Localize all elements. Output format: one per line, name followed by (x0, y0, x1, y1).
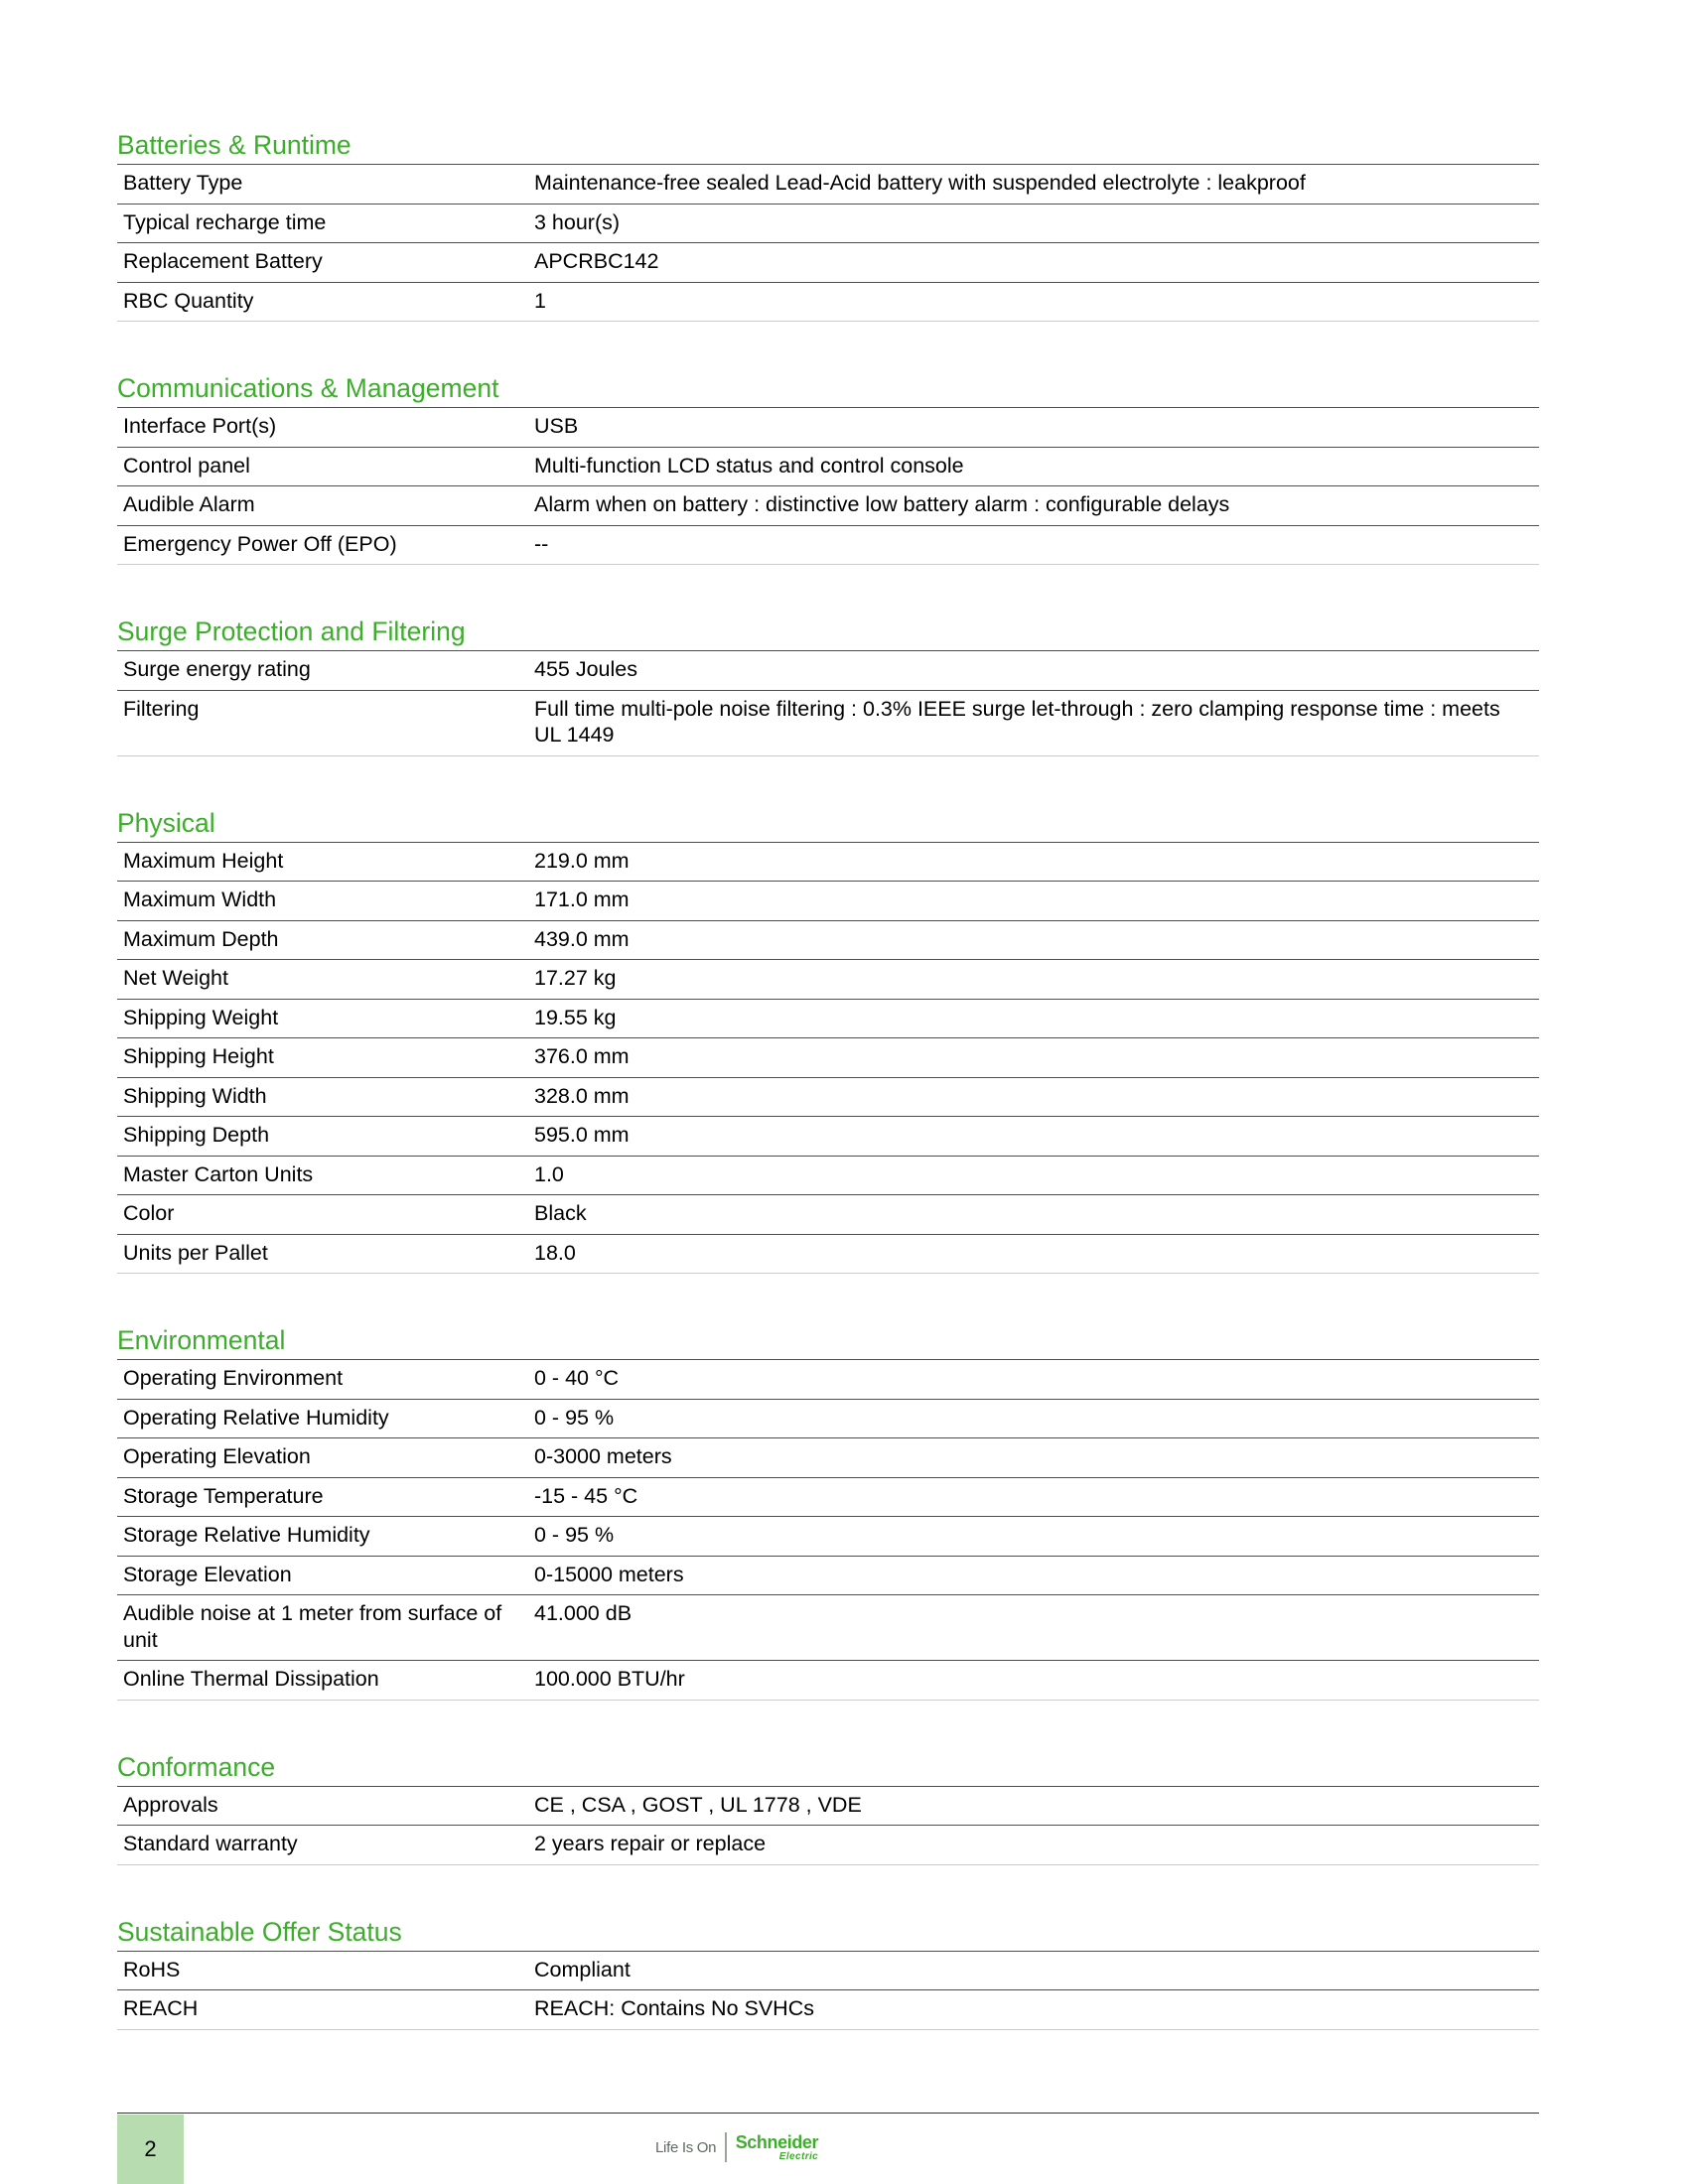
spec-row (117, 1517, 1539, 1557)
spec-value: 1 (534, 288, 546, 313)
spec-section (117, 1324, 1539, 1701)
spec-value: 3 hour(s) (534, 209, 621, 234)
spec-row (117, 165, 1539, 205)
spec-label: Operating Elevation (123, 1444, 311, 1468)
spec-label: Standard warranty (123, 1832, 298, 1855)
spec-row (117, 448, 1539, 487)
spec-value: 0-15000 meters (534, 1562, 684, 1586)
spec-value: APCRBC142 (534, 249, 659, 273)
spec-label: Online Thermal Dissipation (123, 1667, 379, 1691)
spec-value: 0 - 40 °C (534, 1366, 620, 1390)
spec-label: Audible noise at 1 meter from surface of unit (123, 1601, 502, 1652)
spec-label: Units per Pallet (123, 1240, 268, 1265)
spec-value: Compliant (534, 1957, 631, 1981)
spec-row (117, 1990, 1539, 2030)
spec-value: 328.0 mm (534, 1083, 630, 1108)
spec-value: 439.0 mm (534, 926, 630, 951)
spec-value: -15 - 45 °C (534, 1483, 638, 1508)
spec-label: Maximum Height (123, 848, 284, 873)
spec-label: Replacement Battery (123, 249, 323, 273)
section-title: Batteries & Runtime (117, 129, 1539, 165)
spec-label: Operating Environment (123, 1366, 344, 1390)
spec-value: 376.0 mm (534, 1044, 630, 1068)
spec-label: Storage Temperature (123, 1483, 324, 1508)
spec-row (117, 882, 1539, 921)
spec-value: 455 Joules (534, 657, 637, 681)
spec-row (117, 486, 1539, 526)
brand-tagline: Life Is On (655, 2138, 717, 2156)
footer-divider (117, 2113, 1539, 2114)
spec-row (117, 921, 1539, 961)
section-title: Communications & Management (117, 372, 1539, 408)
spec-label: RoHS (123, 1957, 181, 1981)
spec-value: -- (534, 531, 549, 556)
spec-value: 1.0 (534, 1161, 564, 1186)
brand-separator (725, 2132, 727, 2162)
spec-row (117, 1400, 1539, 1439)
spec-label: Surge energy rating (123, 657, 311, 681)
spec-section (117, 372, 1539, 565)
spec-label: Net Weight (123, 966, 228, 990)
spec-label: Shipping Width (123, 1083, 267, 1108)
spec-section (117, 615, 1539, 756)
spec-label: Interface Port(s) (123, 414, 277, 438)
spec-row (117, 1157, 1539, 1196)
spec-value: 0 - 95 % (534, 1523, 615, 1547)
spec-row (117, 1661, 1539, 1701)
spec-row (117, 843, 1539, 883)
spec-value: 171.0 mm (534, 887, 630, 911)
spec-value: 0-3000 meters (534, 1444, 672, 1468)
spec-row (117, 1235, 1539, 1275)
spec-row (117, 960, 1539, 1000)
spec-value: Alarm when on battery : distinctive low battery alarm : configurable delays (534, 492, 1230, 516)
spec-label: Storage Relative Humidity (123, 1523, 370, 1547)
brand-name: Schneider (735, 2131, 819, 2152)
spec-value: 219.0 mm (534, 848, 630, 873)
spec-label: Audible Alarm (123, 492, 255, 516)
section-title: Surge Protection and Filtering (117, 615, 1539, 651)
spec-row (117, 691, 1539, 756)
spec-section (117, 1751, 1539, 1865)
section-title: Sustainable Offer Status (117, 1916, 1539, 1952)
spec-label: Filtering (123, 696, 200, 721)
spec-row (117, 1557, 1539, 1596)
spec-value: 41.000 dB (534, 1601, 633, 1625)
spec-content (117, 129, 1539, 2081)
spec-label: Operating Relative Humidity (123, 1405, 389, 1430)
spec-row (117, 1360, 1539, 1400)
spec-value: 100.000 BTU/hr (534, 1667, 685, 1691)
spec-row (117, 243, 1539, 283)
spec-label: Shipping Weight (123, 1005, 279, 1029)
spec-section (117, 807, 1539, 1275)
spec-row (117, 1438, 1539, 1478)
spec-row (117, 1195, 1539, 1235)
spec-value: 2 years repair or replace (534, 1832, 767, 1855)
spec-section (117, 129, 1539, 322)
spec-label: Shipping Depth (123, 1123, 270, 1147)
spec-section (117, 1916, 1539, 2030)
spec-row (117, 408, 1539, 448)
spec-row (117, 651, 1539, 691)
spec-label: Typical recharge time (123, 209, 327, 234)
spec-label: Maximum Width (123, 887, 277, 911)
spec-value: Multi-function LCD status and control console (534, 453, 964, 478)
spec-row (117, 1117, 1539, 1157)
spec-row (117, 1000, 1539, 1039)
spec-value: USB (534, 414, 579, 438)
spec-value: 595.0 mm (534, 1123, 630, 1147)
schneider-logo (736, 2133, 818, 2162)
spec-label: Shipping Height (123, 1044, 274, 1068)
spec-row (117, 283, 1539, 323)
spec-row (117, 1952, 1539, 1991)
spec-label: Control panel (123, 453, 250, 478)
section-title: Physical (117, 807, 1539, 843)
spec-value: CE , CSA , GOST , UL 1778 , VDE (534, 1792, 862, 1817)
spec-row (117, 1478, 1539, 1518)
spec-row (117, 1595, 1539, 1661)
spec-label: Battery Type (123, 171, 243, 195)
spec-row (117, 1787, 1539, 1827)
spec-value: 17.27 kg (534, 966, 617, 990)
spec-label: Emergency Power Off (EPO) (123, 531, 397, 556)
page-number: 2 (117, 2115, 184, 2184)
spec-label: Maximum Depth (123, 926, 279, 951)
spec-value: 18.0 (534, 1240, 576, 1265)
brand-footer (655, 2130, 818, 2164)
spec-row (117, 205, 1539, 244)
spec-label: Color (123, 1201, 175, 1225)
brand-sub: Electric (778, 2150, 819, 2162)
spec-label: RBC Quantity (123, 288, 254, 313)
spec-row (117, 1826, 1539, 1865)
spec-value: Black (534, 1201, 587, 1225)
spec-row (117, 1038, 1539, 1078)
spec-label: Storage Elevation (123, 1562, 292, 1586)
spec-row (117, 1078, 1539, 1118)
spec-value: Full time multi-pole noise filtering : 0.3% IEEE surge let-through : zero clamping response time : meets UL 1449 (534, 696, 1500, 747)
spec-value: 0 - 95 % (534, 1405, 615, 1430)
spec-label: REACH (123, 1996, 199, 2020)
spec-value: 19.55 kg (534, 1005, 617, 1029)
section-title: Conformance (117, 1751, 1539, 1787)
spec-label: Approvals (123, 1792, 218, 1817)
spec-label: Master Carton Units (123, 1161, 314, 1186)
spec-row (117, 526, 1539, 566)
spec-value: Maintenance-free sealed Lead-Acid battery with suspended electrolyte : leakproof (534, 171, 1306, 195)
section-title: Environmental (117, 1324, 1539, 1360)
spec-value: REACH: Contains No SVHCs (534, 1996, 814, 2020)
